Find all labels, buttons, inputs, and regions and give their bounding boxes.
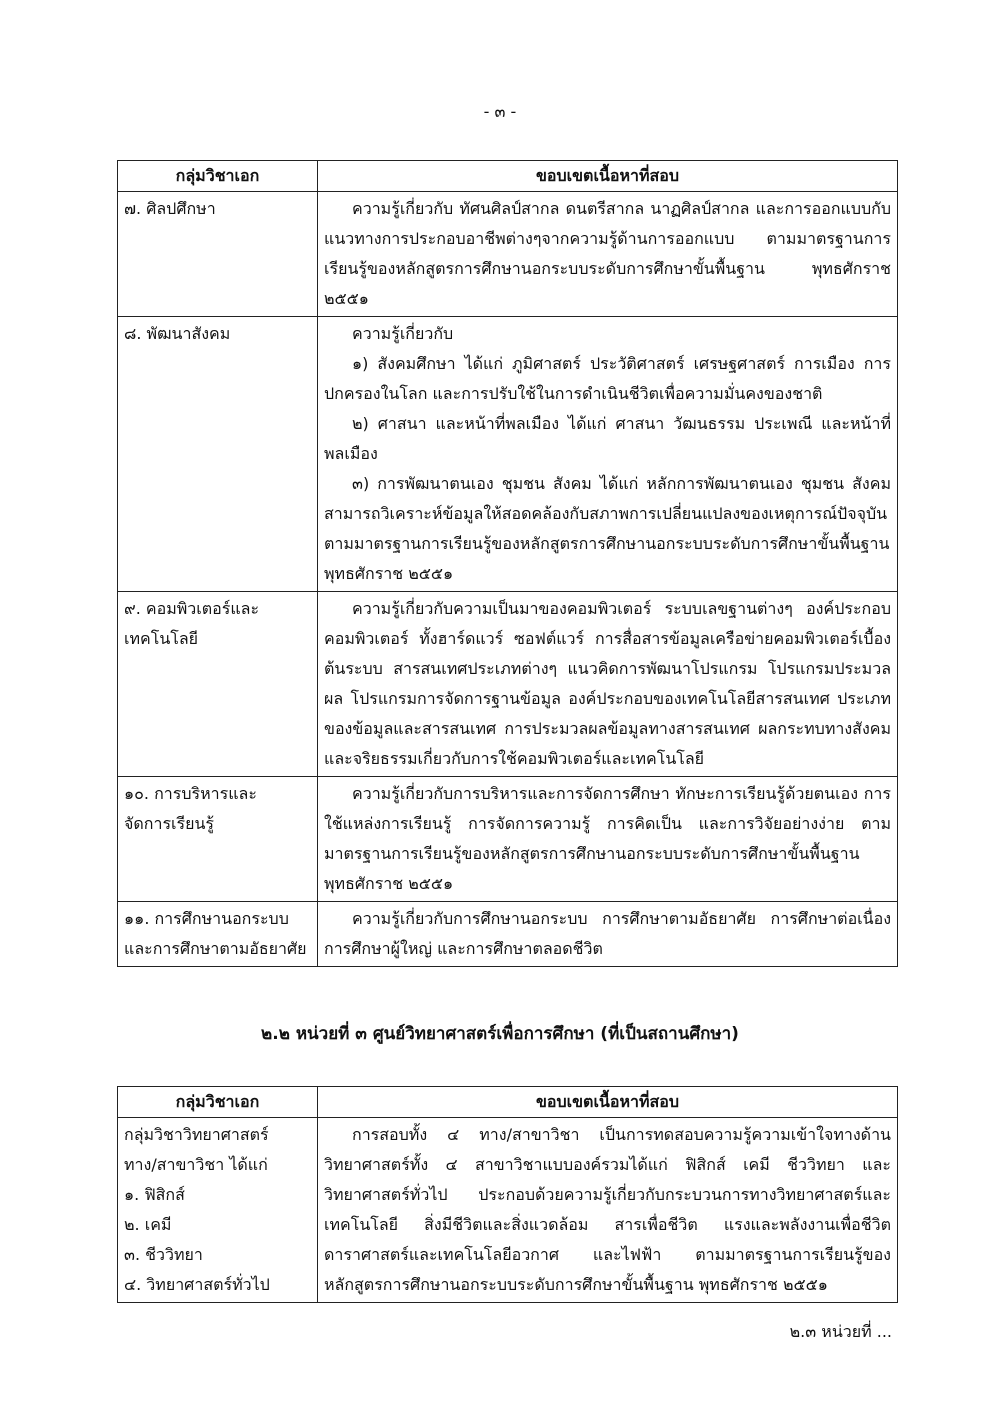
content-cell (318, 902, 898, 967)
subject-line: จัดการเรียนรู้ (124, 814, 214, 833)
content-text: ความรู้เกี่ยวกับการบริหารและการจัดการศึกษา ทักษะการเรียนรู้ด้วยตนเอง การใช้แหล่งการเรียนรู้ การจัดการความรู้ การคิดเป็น และการวิจัยอย่างง่าย ตามมาตรฐานการเรียนรู้ของหลักสูตรการศึกษานอกระบบระดับการศึกษาขั้นพื้นฐาน พุทธศักราช ๒๕๕๑ (324, 784, 891, 893)
content-cell (318, 192, 898, 317)
table-row (118, 192, 898, 317)
table-row (118, 1118, 898, 1303)
next-section-reference: ๒.๓ หน่วยที่ ... (789, 1322, 892, 1341)
subject-line: กลุ่มวิชาวิทยาศาสตร์ (124, 1125, 269, 1144)
subject-cell (118, 777, 318, 902)
subject-cell: ๗. ศิลปศึกษา (118, 192, 318, 317)
subject-line: ๑๑. การศึกษานอกระบบ (124, 909, 289, 928)
table-row (118, 317, 898, 592)
subject-line: ๑๐. การบริหารและ (124, 784, 257, 803)
header-exam-scope: ขอบเขตเนื้อหาที่สอบ (318, 1087, 898, 1118)
subject-cell (118, 902, 318, 967)
header-subject-group: กลุ่มวิชาเอก (118, 1087, 318, 1118)
content-cell (318, 1118, 898, 1303)
subject-line: ๓. ชีววิทยา (124, 1245, 203, 1264)
content-text: ความรู้เกี่ยวกับความเป็นมาของคอมพิวเตอร์ ระบบเลขฐานต่างๆ องค์ประกอบคอมพิวเตอร์ ทั้งฮาร์ดแวร์ ซอฟต์แวร์ การสื่อสารข้อมูลเครือข่ายคอมพิวเตอร์เบื้องต้นระบบ สารสนเทศประเภทต่างๆ แนวคิดการพัฒนาโปรแกรม โปรแกรมประมวลผล โปรแกรมการจัดการฐานข้อมูล องค์ประกอบของเทคโนโลยีสารสนเทศ ประเภทของข้อมูลและสารสนเทศ การประมวลผลข้อมูลทางสารสนเทศ ผลกระทบทางสังคม และจริยธรรมเกี่ยวกับการใช้คอมพิวเตอร์และเทคโนโลยี (324, 599, 891, 768)
subject-line: ๑. ฟิสิกส์ (124, 1185, 185, 1204)
page-number: - ๓ - (483, 102, 517, 121)
table-row (118, 902, 898, 967)
content-cell (318, 317, 898, 592)
subject-line: ๒. เคมี (124, 1215, 172, 1234)
content-text: ความรู้เกี่ยวกับ ทัศนศิลป์สากล ดนตรีสากล นาฏศิลป์สากล และการออกแบบกับแนวทางการประกอบอาชีพต่างๆจากความรู้ด้านการออกแบบ ตามมาตรฐานการเรียนรู้ของหลักสูตรการศึกษานอกระบบระดับการศึกษาขั้นพื้นฐาน พุทธศักราช ๒๕๕๑ (324, 199, 891, 308)
subject-line: ทาง/สาขาวิชา ได้แก่ (124, 1155, 268, 1174)
subject-cell (118, 1118, 318, 1303)
content-item: ๒) ศาสนา และหน้าที่พลเมือง ได้แก่ ศาสนา วัฒนธรรม ประเพณี และหน้าที่พลเมือง (324, 414, 891, 463)
subject-line: ๔. วิทยาศาสตร์ทั่วไป (124, 1275, 270, 1294)
content-item: ๓) การพัฒนาตนเอง ชุมชน สังคม ได้แก่ หลักการพัฒนาตนเอง ชุมชน สังคม สามารถวิเคราะห์ข้อมูลให้สอดคล้องกับสภาพการเปลี่ยนแปลงของเหตุการณ์ปัจจุบัน ตามมาตรฐานการเรียนรู้ของหลักสูตรการศึกษานอกระบบระดับการศึกษาขั้นพื้นฐาน พุทธศักราช ๒๕๕๑ (324, 474, 891, 583)
subject-cell (118, 592, 318, 777)
subject-cell: ๘. พัฒนาสังคม (118, 317, 318, 592)
subject-scope-table-1 (117, 160, 898, 967)
subject-line: และการศึกษาตามอัธยาศัย (124, 939, 307, 958)
table-row (118, 592, 898, 777)
subject-line: ๙. คอมพิวเตอร์และ (124, 599, 260, 618)
content-item: ๑) สังคมศึกษา ได้แก่ ภูมิศาสตร์ ประวัติศาสตร์ เศรษฐศาสตร์ การเมือง การปกครองในโลก และการปรับใช้ในการดำเนินชีวิตเพื่อความมั่นคงของชาติ (324, 354, 891, 403)
header-exam-scope: ขอบเขตเนื้อหาที่สอบ (318, 161, 898, 192)
content-text: การสอบทั้ง ๔ ทาง/สาขาวิชา เป็นการทดสอบความรู้ความเข้าใจทางด้านวิทยาศาสตร์ทั้ง ๔ สาขาวิชาแบบองค์รวมได้แก่ ฟิสิกส์ เคมี ชีววิทยา และวิทยาศาสตร์ทั่วไป ประกอบด้วยความรู้เกี่ยวกับกระบวนการทางวิทยาศาสตร์และเทคโนโลยี สิ่งมีชีวิตและสิ่งแวดล้อม สารเพื่อชีวิต แรงและพลังงานเพื่อชีวิต ดาราศาสตร์และเทคโนโลยีอวกาศ และไฟฟ้า ตามมาตรฐานการเรียนรู้ของหลักสูตรการศึกษานอกระบบระดับการศึกษาขั้นพื้นฐาน พุทธศักราช ๒๕๕๑ (324, 1125, 891, 1294)
header-subject-group: กลุ่มวิชาเอก (118, 161, 318, 192)
table-header-row (118, 1087, 898, 1118)
subject-scope-table-2 (117, 1086, 898, 1303)
table-header-row (118, 161, 898, 192)
subject-line: เทคโนโลยี (124, 629, 199, 648)
content-text: ความรู้เกี่ยวกับการศึกษานอกระบบ การศึกษาตามอัธยาศัย การศึกษาต่อเนื่อง การศึกษาผู้ใหญ่ และการศึกษาตลอดชีวิต (324, 909, 891, 958)
content-cell (318, 777, 898, 902)
content-cell (318, 592, 898, 777)
table-row (118, 777, 898, 902)
section-heading: ๒.๒ หน่วยที่ ๓ ศูนย์วิทยาศาสตร์เพื่อการศึกษา (ที่เป็นสถานศึกษา) (261, 1024, 739, 1044)
content-intro: ความรู้เกี่ยวกับ (352, 324, 454, 343)
